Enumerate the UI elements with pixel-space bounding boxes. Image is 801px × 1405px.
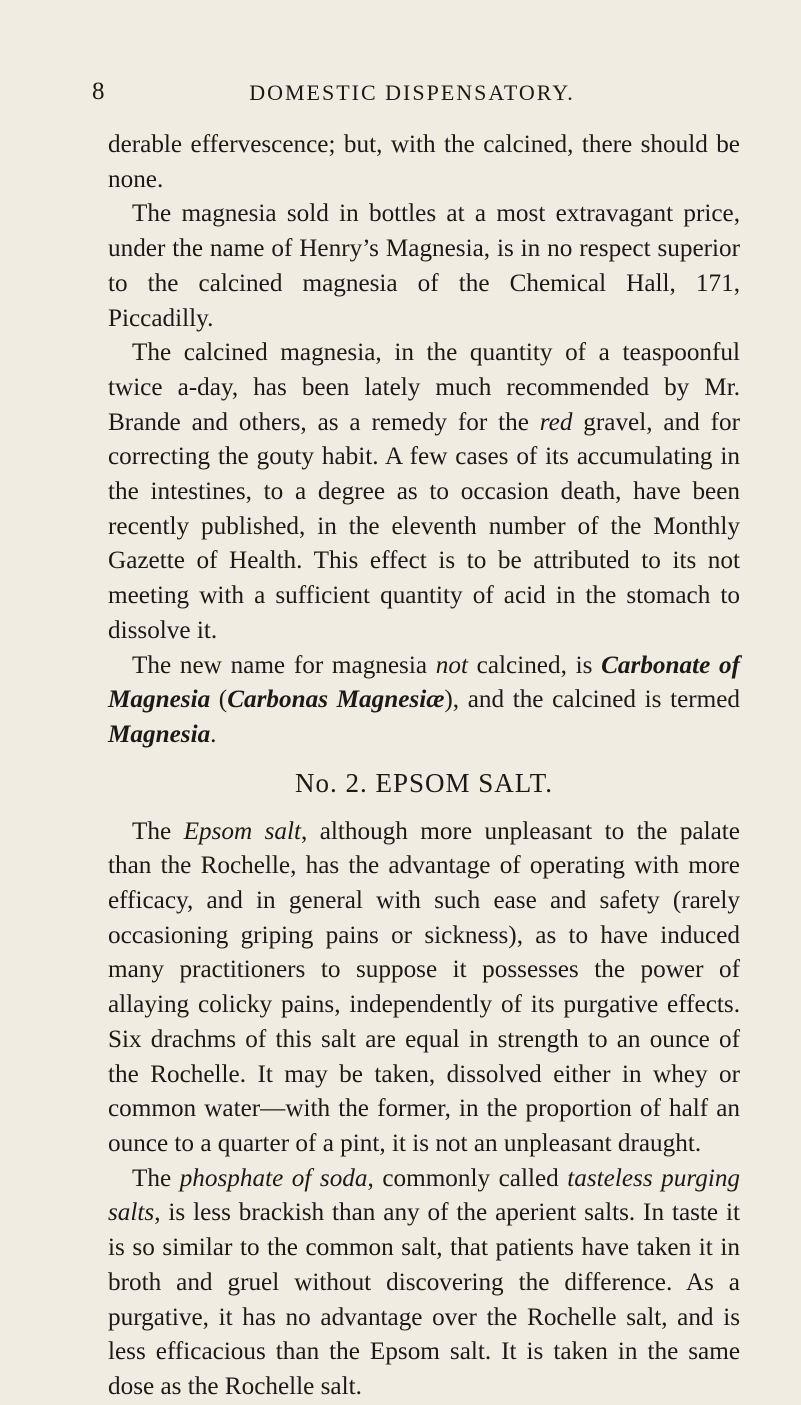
- text-run: derable effervescence; but, with the calcined, there should be none.: [108, 131, 740, 193]
- text-run: The calcined magnesia, in the quantity of a teaspoonful twice a-day, has been lately much recommended by Mr. Brande and others, as a remedy for the: [108, 339, 740, 436]
- running-head: DOMESTIC DISPENSATORY.: [249, 80, 575, 105]
- text-run: calcined, is: [467, 651, 602, 679]
- italic-epsom-salt: Epsom salt: [183, 817, 301, 845]
- text-run: ), and the calcined is termed: [444, 686, 741, 714]
- text-run: , although more unpleasant to the palate than the Rochelle, has the advantage of operating with more efficacy, and in general with such ease and safety (rarely occasioning griping pains or sickness), as to have induced many practitioners to suppose it possesses the power of allaying colicky pains, independently of its purgative effects. Six drachms of this salt are equal in strength to an ounce of the Rochelle. It may be taken, dissolved either in whey or common water—with the former, in the proportion of half an ounce to a quarter of a pint, it is not an unpleasant draught.: [108, 817, 740, 1157]
- paragraph-henrys-magnesia: [108, 197, 740, 336]
- paragraph-new-name: [108, 649, 740, 753]
- italic-magnesia: Magnesia: [108, 720, 211, 748]
- italic-red: red: [539, 408, 573, 436]
- paragraph-continued: [108, 128, 740, 197]
- paragraph-epsom-salt: [108, 815, 740, 1162]
- text-run: The magnesia sold in bottles at a most extravagant price, under the name of Henry’s Magnesia, is in no respect superior to the calcined magnesia of the Chemical Hall, 171, Piccadilly.: [108, 200, 740, 332]
- italic-carbonate-of-magnesia: Carbonate of Magnesia: [108, 651, 740, 714]
- text-run: , commonly called: [367, 1164, 568, 1192]
- italic-carbonas-magnesiae: Carbonas Magnesiæ: [227, 686, 445, 714]
- page-number: 8: [92, 78, 105, 105]
- italic-phosphate-of-soda: phosphate of soda: [179, 1164, 368, 1192]
- text-run: The new name for magnesia: [132, 651, 436, 679]
- section-heading-epsom-salt: No. 2. EPSOM SALT.: [294, 767, 554, 798]
- italic-tasteless-purging-salts: tasteless purging salts: [108, 1164, 741, 1227]
- italic-not: not: [435, 651, 468, 679]
- body-text: [108, 128, 740, 1405]
- page-header: [92, 78, 732, 108]
- text-run: The: [132, 1164, 180, 1192]
- paragraph-calcined-magnesia: [108, 336, 740, 648]
- text-run: .: [210, 720, 217, 748]
- text-run: , is less brackish than any of the aperient salts. In taste it is so similar to the common salt, that patients have taken it in broth and gruel without discovering the difference. As a purgative, it has no advantage over the Rochelle salt, and is less efficacious than the Epsom salt. It is taken in the same dose as the Rochelle salt.: [108, 1199, 740, 1400]
- text-run: (: [210, 686, 228, 714]
- text-run: gravel, and for correcting the gouty habit. A few cases of its accumulating in the intestines, to a degree as to occasion death, have been recently published, in the eleventh number of the Monthly Gazette of Health. This effect is to be attributed to its not meeting with a sufficient quantity of acid in the stomach to dissolve it.: [108, 408, 741, 644]
- paragraph-phosphate-of-soda: [108, 1162, 740, 1405]
- text-run: The: [132, 817, 184, 845]
